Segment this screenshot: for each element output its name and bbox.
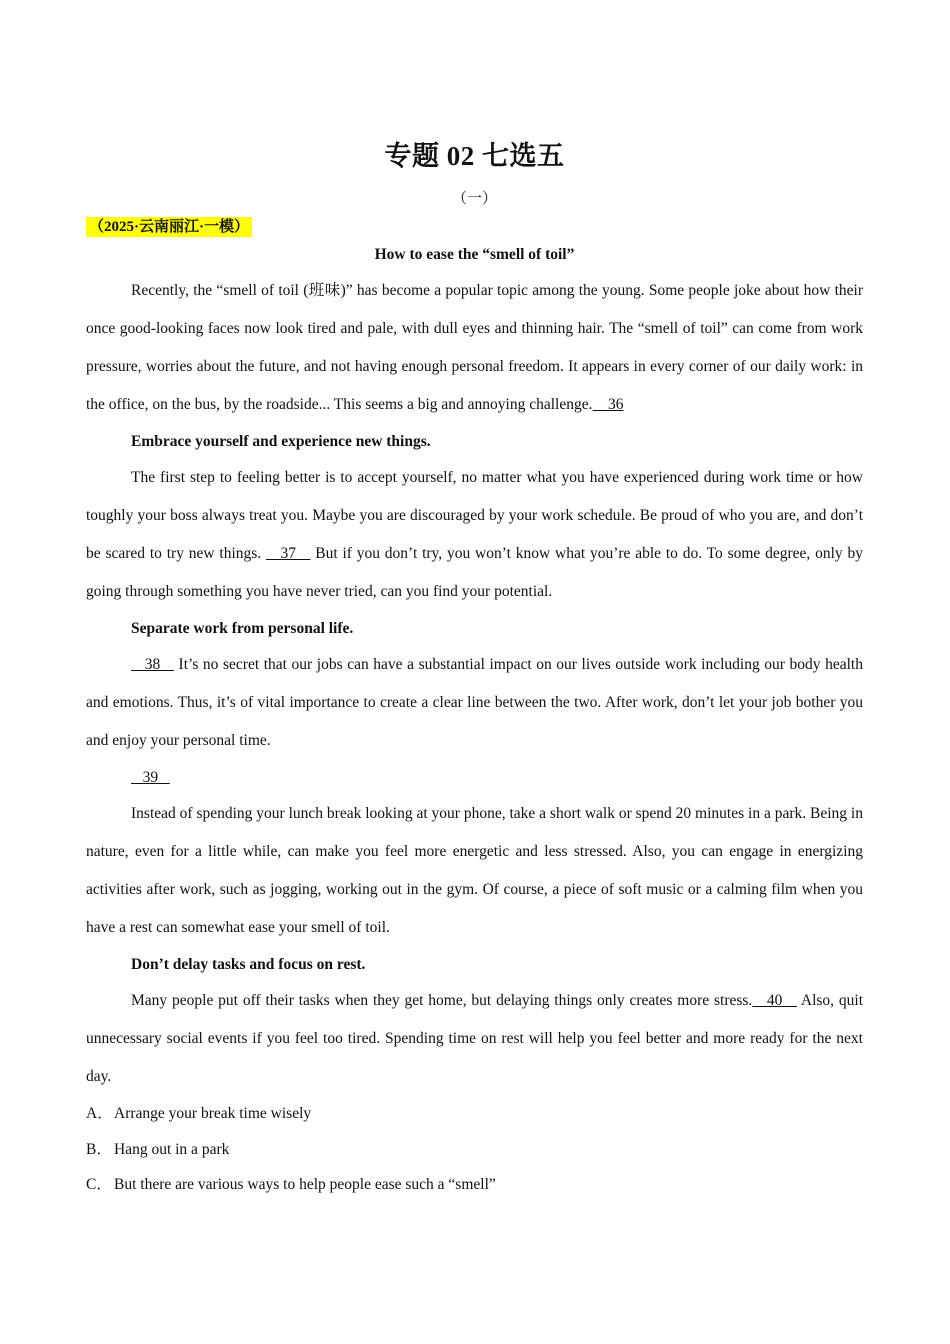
heading-embrace: Embrace yourself and experience new things. [131,433,431,450]
blank-37: 37 [266,545,311,562]
options-list [86,1096,863,1203]
option-b [86,1132,863,1168]
passage-body [86,272,863,1203]
heading-separate: Separate work from personal life. [131,620,354,637]
option-letter: C． [86,1176,112,1193]
paragraph-2-after: But if you don’t try, you won’t know what you’re able to do. To some degree, only by going through something you have never tried, can you find your potential. [86,545,863,600]
blank-39-line [86,760,863,795]
paragraph-5 [86,982,863,1096]
heading-delay: Don’t delay tasks and focus on rest. [131,956,366,973]
paragraph-3 [86,646,863,760]
option-text: But there are various ways to help people ease such a “smell” [114,1176,496,1193]
paragraph-1 [86,272,863,424]
blank-40: 40 [752,992,797,1009]
paragraph-5-after: Also, quit unnecessary social events if you feel too tired. Spending time on rest will help you feel better and more ready for the next day. [86,992,863,1085]
option-letter: B． [86,1140,112,1158]
option-letter: A． [86,1105,113,1122]
passage-title: How to ease the “smell of toil” [374,246,575,263]
paragraph-3-after: It’s no secret that our jobs can have a substantial impact on our lives outside work including our body health and emotions. Thus, it’s of vital importance to create a clear line between the two. After work, don’t let your job bother you and enjoy your personal time. [86,656,863,749]
paragraph-2-before: The first step to feeling better is to accept yourself, no matter what you have experienced during work time or how toughly your boss always treat you. Maybe you are discouraged by your work schedule. Be proud of who you are, and don’t be scared to try new things. [86,469,863,562]
paragraph-2 [86,459,863,611]
blank-36: 36 [592,396,624,413]
option-text: Hang out in a park [114,1140,230,1158]
option-a [86,1096,863,1132]
blank-38: 38 [131,656,174,673]
option-text: Arrange your break time wisely [114,1105,312,1122]
paragraph-4: Instead of spending your lunch break looking at your phone, take a short walk or spend 20 minutes in a park. Being in nature, even for a little while, can make you feel more energetic and less stressed. Also, you can engage in energizing activities after work, such as jogging, working out in the gym. Of course, a piece of soft music or a calming film when you have a rest can somewhat ease your smell of toil. [86,805,863,936]
page-title: 专题 02 七选五 [384,141,565,171]
section-number: （一） [451,191,497,207]
paragraph-5-before: Many people put off their tasks when they get home, but delaying things only creates more stress. [131,992,753,1009]
paragraph-1-text: Recently, the “smell of toil (班味)” has become a popular topic among the young. Some people joke about how their once good-looking faces now look tired and pale, with dull eyes and thinning hair. The “smell of toil” can come from work pressure, worries about the future, and not having enough personal freedom. It appears in every corner of our daily work: in the office, on the bus, by the roadside... This seems a big and annoying challenge. [86,282,863,413]
source-highlight: （2025·云南丽江·一模） [86,217,252,237]
option-c [86,1167,863,1203]
blank-39: 39 [131,769,170,786]
